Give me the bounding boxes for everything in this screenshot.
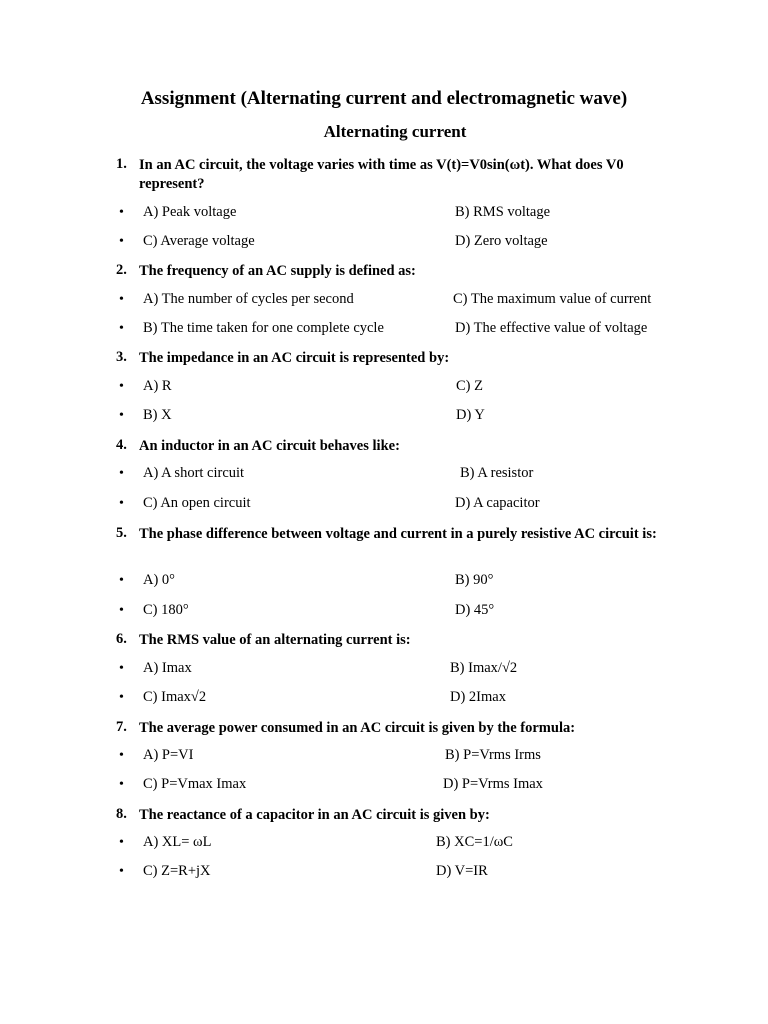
- bullet-icon: •: [119, 661, 124, 676]
- question-number: 5.: [116, 525, 127, 541]
- bullet-icon: •: [119, 690, 124, 705]
- option: D) V=IR: [436, 863, 488, 879]
- option: C) Imax√2: [143, 689, 207, 705]
- question-text: An inductor in an AC circuit behaves like:: [139, 438, 400, 454]
- question-number: 8.: [116, 806, 127, 822]
- bullet-icon: •: [119, 292, 124, 307]
- question-text: The reactance of a capacitor in an AC circuit is given by:: [139, 807, 490, 823]
- option: C) The maximum value of current: [453, 291, 652, 307]
- question-number: 6.: [116, 631, 127, 647]
- option: A) The number of cycles per second: [143, 291, 354, 307]
- option: B) The time taken for one complete cycle: [143, 320, 384, 336]
- question-text: The impedance in an AC circuit is represented by:: [139, 350, 450, 366]
- option: A) XL= ωL: [143, 834, 212, 850]
- bullet-icon: •: [119, 777, 124, 792]
- bullet-icon: •: [119, 835, 124, 850]
- option: B) X: [143, 407, 172, 423]
- option: A) R: [143, 378, 172, 394]
- option: C) Z=R+jX: [143, 863, 211, 879]
- section-heading: Alternating current: [323, 122, 467, 141]
- option: C) Z: [456, 378, 483, 394]
- option: D) Zero voltage: [455, 233, 548, 249]
- option: C) P=Vmax Imax: [143, 776, 247, 792]
- question-text: The average power consumed in an AC circuit is given by the formula:: [139, 720, 576, 736]
- bullet-icon: •: [119, 603, 124, 618]
- question-number: 2.: [116, 262, 127, 278]
- option: C) 180°: [143, 602, 189, 618]
- bullet-icon: •: [119, 234, 124, 249]
- option: D) 45°: [455, 602, 495, 618]
- bullet-icon: •: [119, 321, 124, 336]
- option: A) Peak voltage: [143, 204, 237, 220]
- bullet-icon: •: [119, 496, 124, 511]
- option: B) 90°: [455, 572, 494, 588]
- bullet-icon: •: [119, 748, 124, 763]
- question-number: 1.: [116, 156, 127, 172]
- option: D) The effective value of voltage: [455, 320, 648, 336]
- option: C) An open circuit: [143, 495, 251, 511]
- bullet-icon: •: [119, 466, 124, 481]
- bullet-icon: •: [119, 379, 124, 394]
- question-number: 7.: [116, 719, 127, 735]
- question-text: In an AC circuit, the voltage varies with time as V(t)=V0sin(ωt). What does V0 represent?: [139, 157, 624, 192]
- option: D) 2Imax: [450, 689, 506, 705]
- question-text: The phase difference between voltage and current in a purely resistive AC circuit is:: [139, 526, 657, 542]
- option: B) XC=1/ωC: [436, 834, 513, 850]
- bullet-icon: •: [119, 864, 124, 879]
- option: A) A short circuit: [143, 465, 245, 481]
- question-text: The RMS value of an alternating current is:: [139, 632, 411, 648]
- option: D) P=Vrms Imax: [443, 776, 543, 792]
- option: A) Imax: [143, 660, 192, 676]
- bullet-icon: •: [119, 408, 124, 423]
- page-title: Assignment (Alternating current and electromagnetic wave): [140, 88, 628, 109]
- option: D) Y: [456, 407, 485, 423]
- question-number: 4.: [116, 437, 127, 453]
- question-number: 3.: [116, 349, 127, 365]
- bullet-icon: •: [119, 205, 124, 220]
- bullet-icon: •: [119, 573, 124, 588]
- option: B) P=Vrms Irms: [445, 747, 541, 763]
- option: C) Average voltage: [143, 233, 255, 249]
- question-text: The frequency of an AC supply is defined as:: [139, 263, 416, 279]
- option: D) A capacitor: [455, 495, 540, 511]
- option: B) Imax/√2: [450, 660, 518, 676]
- option: B) RMS voltage: [455, 204, 551, 220]
- option: A) P=VI: [143, 747, 194, 763]
- option: B) A resistor: [460, 465, 534, 481]
- option: A) 0°: [143, 572, 175, 588]
